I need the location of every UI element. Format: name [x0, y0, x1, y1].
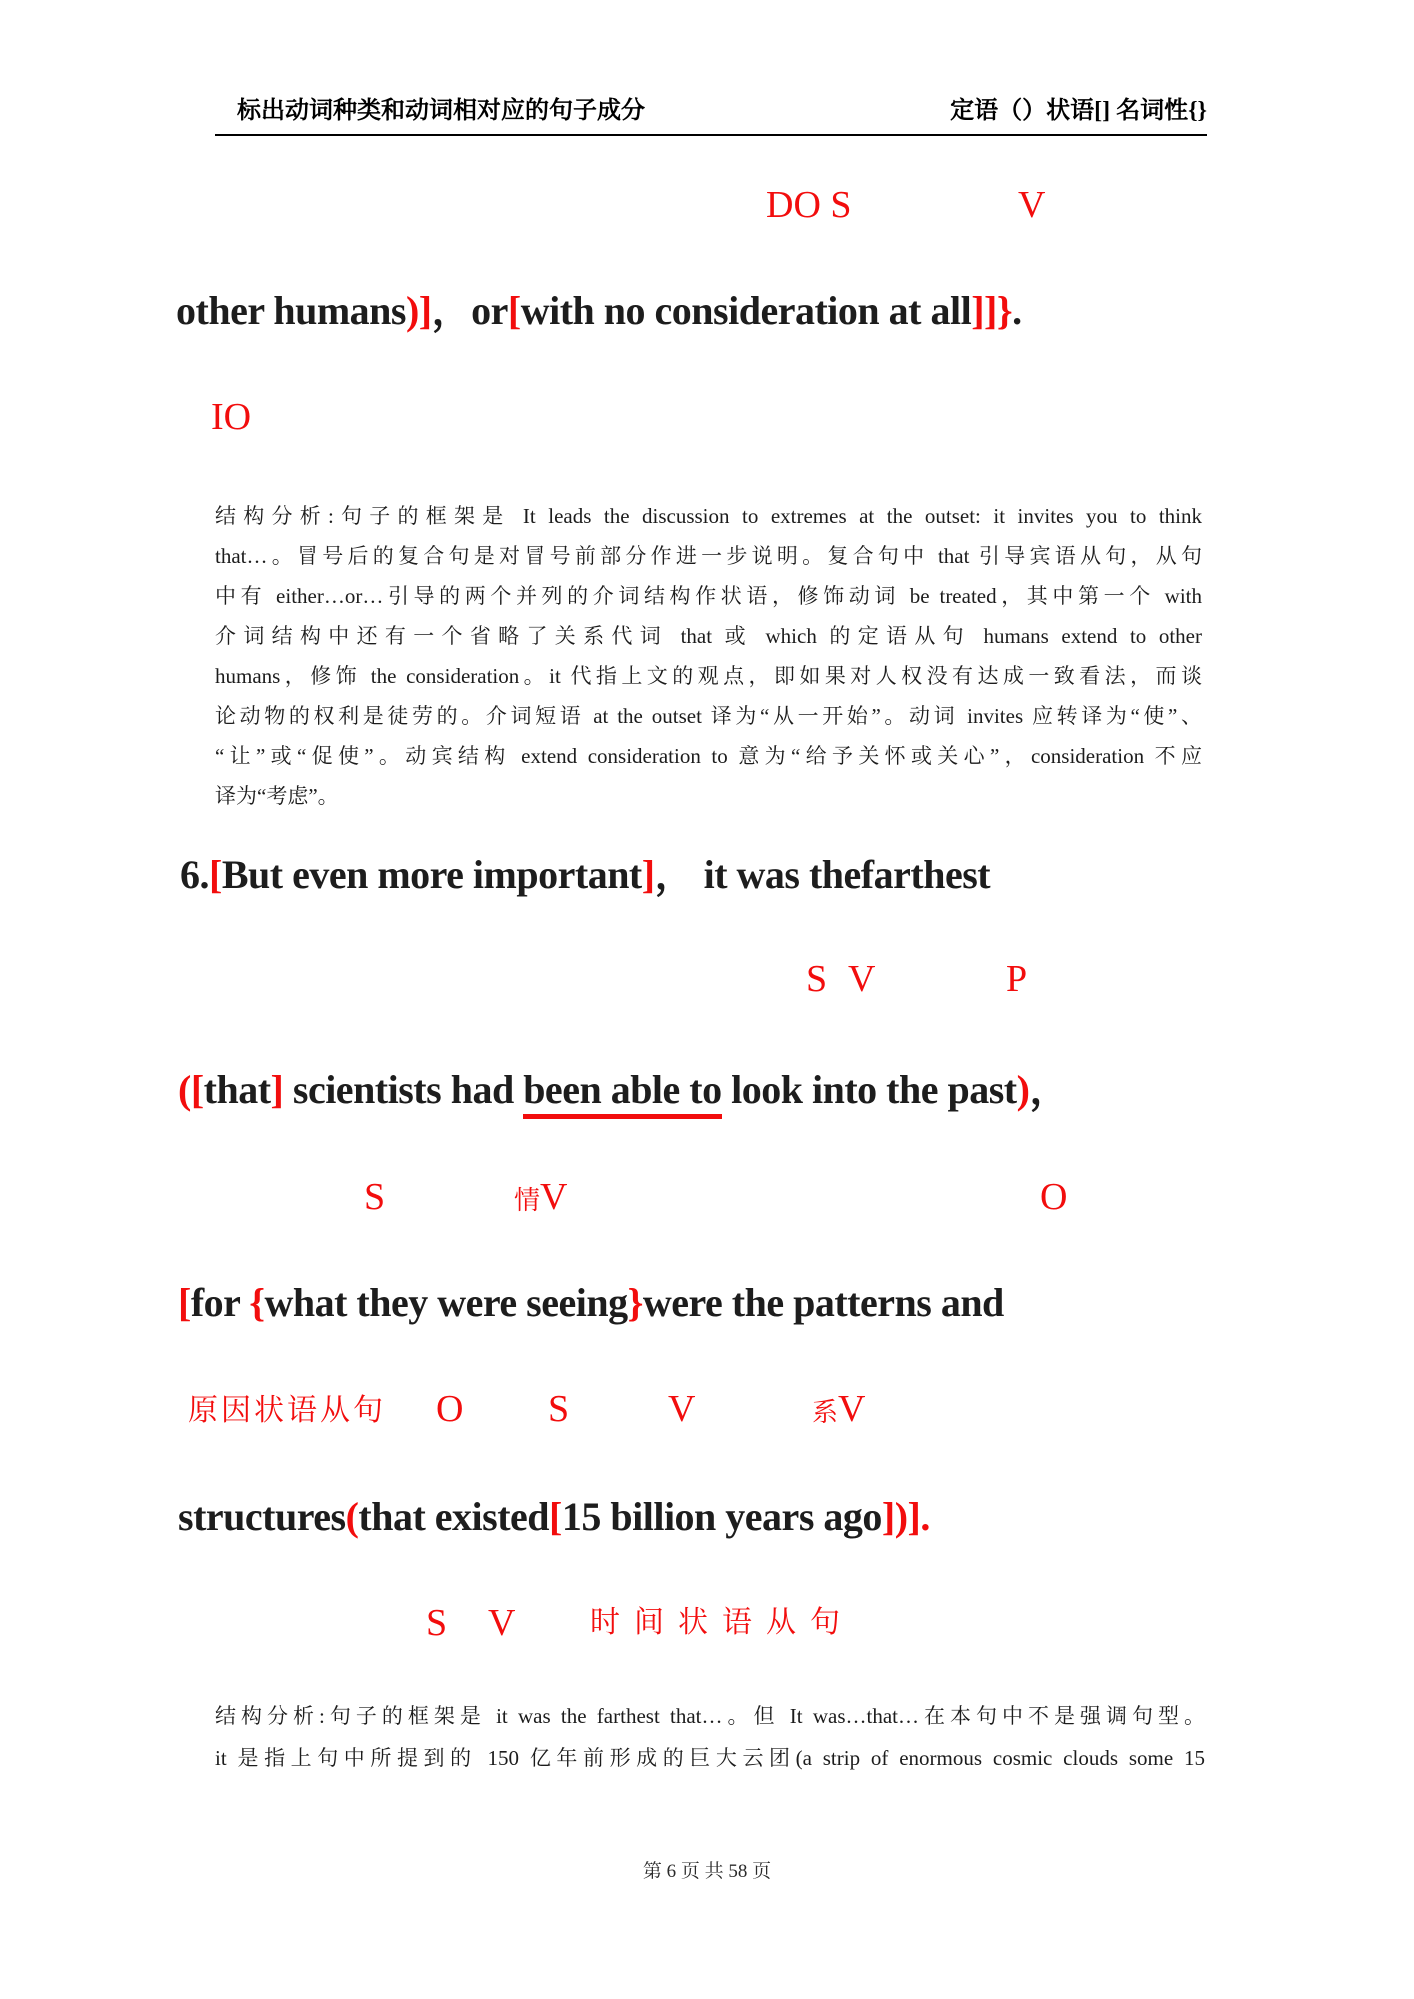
analysis-line: 论动物的权利是徒劳的。介词短语 at the outset 译为“从一开始”。动词 invites 应转译为“使”、: [215, 704, 1202, 728]
annotation-v-4: V: [488, 1602, 516, 1644]
analysis-paragraph-1: [215, 496, 1202, 816]
annotation-o-1: O: [1040, 1176, 1068, 1218]
annotation-s-3: S: [548, 1388, 570, 1430]
analysis-line: humans，修饰 the consideration。it 代指上文的观点，即如果对人权没有达成一致看法，而谈: [215, 664, 1202, 688]
annotation-modal-v: 情V: [514, 1176, 568, 1218]
sentence-line-4: structures(that existed[15 billion years ago])].: [178, 1494, 930, 1539]
analysis-line: it 是指上句中所提到的 150 亿年前形成的巨大云团(a strip of enormous cosmic clouds some 15: [215, 1746, 1205, 1770]
annotation-linking-v: 系V: [812, 1388, 866, 1430]
page-footer: [0, 1856, 1414, 1883]
analysis-paragraph-2: [215, 1695, 1205, 1779]
analysis-line: 中有 either…or…引导的两个并列的介词结构作状语，修饰动词 be treated，其中第一个 with: [215, 584, 1202, 608]
page-header: [215, 90, 1207, 136]
sentence-line-2: ([that] scientists had been able to look into the past)，: [178, 1067, 1069, 1113]
annotation-reason-clause: 原因状语从句: [188, 1394, 386, 1427]
annotation-p: P: [1006, 958, 1028, 1000]
header-right-text: 定语（）状语[] 名词性{}: [950, 98, 1207, 124]
analysis-line: 介词结构中还有一个省略了关系代词 that 或 which 的定语从句 humans extend to other: [215, 624, 1202, 648]
analysis-line: 结构分析:句子的框架是 it was the farthest that…。但 It was…that…在本句中不是强调句型。: [215, 1704, 1205, 1728]
footer-page-number: 第 6 页 共 58 页: [642, 1861, 772, 1882]
annotation-time-clause: 时间状语从句: [590, 1606, 854, 1639]
sentence-line-3: [for {what they were seeing}were the patterns and: [178, 1280, 1004, 1325]
annotation-do-s: DO S: [766, 184, 852, 226]
analysis-line: “让”或“促使”。动宾结构 extend consideration to 意为“给予关怀或关心”，consideration 不应: [215, 744, 1202, 768]
annotation-v-2: V: [848, 958, 876, 1000]
section-6-heading: 6.[But even more important]， it was thefarthest: [180, 852, 991, 897]
analysis-line: 译为“考虑”。: [215, 784, 339, 808]
analysis-line: 结构分析:句子的框架是 It leads the discussion to extremes at the outset: it invites you to think: [215, 504, 1202, 528]
sentence-line-1: other humans)]，or[with no consideration at all]]}.: [176, 288, 1022, 333]
annotation-s-2: S: [364, 1176, 386, 1218]
annotation-o-2: O: [436, 1388, 464, 1430]
analysis-line: that…。冒号后的复合句是对冒号前部分作进一步说明。复合句中 that 引导宾语从句，从句: [215, 544, 1202, 568]
annotation-io: IO: [211, 396, 252, 438]
annotation-v-1: V: [1018, 184, 1046, 226]
annotation-s-1: S: [806, 958, 828, 1000]
annotation-v-3: V: [668, 1388, 696, 1430]
annotation-s-4: S: [426, 1602, 448, 1644]
header-left-text: 标出动词种类和动词相对应的句子成分: [237, 98, 645, 124]
